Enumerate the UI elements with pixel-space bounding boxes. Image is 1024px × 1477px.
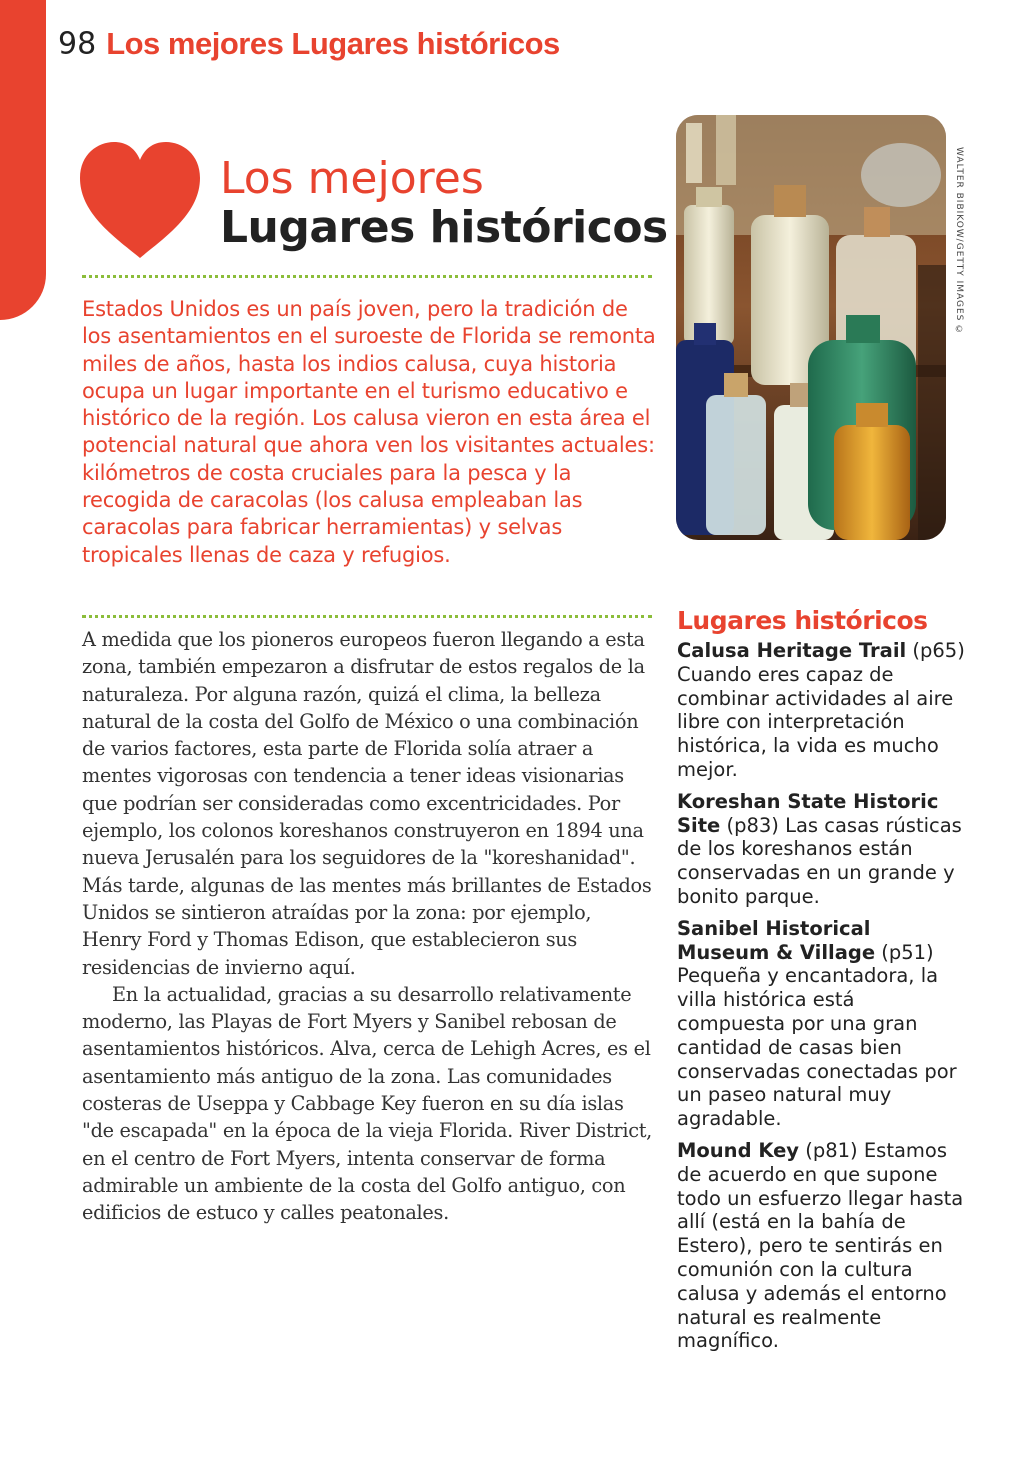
title-line-2: Lugares históricos (220, 202, 668, 253)
place-description: Pequeña y encantadora, la villa histórica está compuesta por una gran cantidad de casas bien conservadas conectadas por un paseo natural muy agradable. (677, 964, 957, 1131)
body-paragraph-1: A medida que los pioneros europeos fueron llegando a esta zona, también empezaron a disfrutar de estos regalos de la naturaleza. Por alguna razón, quizá el clima, la belleza natural de la costa del Golfo de México o una combinación de varios factores, esta parte de Florida solía atraer a mentes vigorosas con tendencia a tener ideas visionarias que podrían ser consideradas como excentricidades. Por ejemplo, los colonos koreshanos construyeron en 1894 una nueva Jerusalén para los seguidores de la "koreshanidad". Más tarde, algunas de las mentes más brillantes de Estados Unidos se sintieron atraídas por la zona: por ejemplo, Henry Ford y Thomas Edison, que establecieron sus residencias de invierno aquí. (82, 628, 652, 979)
place-name: Koreshan State Historic Site (677, 789, 939, 837)
place-page-ref: (p65) (912, 639, 965, 662)
running-head (58, 26, 560, 66)
place-page-ref: (p83) (726, 813, 779, 837)
place-description: Las casas rústicas de los koreshanos están conservadas en un grande y bonito parque. (677, 813, 962, 908)
place-name: Calusa Heritage Trail (677, 639, 907, 662)
divider-top (82, 275, 652, 278)
page-title (220, 155, 668, 253)
place-entry (677, 917, 967, 1131)
photo-illustration (676, 115, 946, 540)
place-entry (677, 1139, 967, 1353)
place-description: Cuando eres capaz de combinar actividades al aire libre con interpretación histórica, la vida es mucho mejor. (677, 662, 954, 781)
body-text (82, 626, 654, 1227)
title-line-1: Los mejores (220, 153, 484, 204)
photo-bottles (676, 115, 946, 540)
place-description: Estamos de acuerdo en que supone todo un esfuerzo llegar hasta allí (está en la bahía de Estero), pero te sentirás en comunión con la cultura calusa y además el entorno natural es realmente magnífico. (677, 1138, 964, 1353)
place-entry (677, 790, 967, 909)
divider-middle (82, 615, 652, 618)
running-title: Los mejores Lugares históricos (106, 26, 560, 61)
place-page-ref: (p51) (881, 940, 934, 964)
sidebar-historic-places (677, 606, 967, 1361)
chapter-tab (0, 0, 46, 320)
sidebar-title: Lugares históricos (677, 606, 928, 635)
place-page-ref: (p81) (805, 1138, 858, 1162)
page-number: 98 (58, 26, 97, 62)
body-paragraph-2: En la actualidad, gracias a su desarrollo relativamente moderno, las Playas de Fort Myers y Sanibel rebosan de asentamientos históricos. Alva, cerca de Lehigh Acres, es el asentamiento más antiguo de la zona. Las comunidades costeras de Useppa y Cabbage Key fueron en su día islas "de escapada" en la época de la vieja Florida. River District, en el centro de Fort Myers, intenta conservar de forma admirable un ambiente de la costa del Golfo antiguo, con edificios de estuco y calles peatonales. (82, 982, 652, 1225)
heart-icon (78, 140, 202, 260)
photo-credit: WALTER BIBIKOW/GETTY IMAGES © (954, 147, 964, 337)
place-entry (677, 639, 967, 782)
place-name: Sanibel Historical Museum & Village (677, 916, 876, 964)
intro-paragraph: Estados Unidos es un país joven, pero la tradición de los asentamientos en el suroeste de Florida se remonta miles de años, hasta los indios calusa, cuya historia ocupa un lugar importante en el turismo educativo e histórico de la región. Los calusa vieron en esta área el potencial natural que ahora ven los visitantes actuales: kilómetros de costa cruciales para la pesca y la recogida de caracolas (los calusa empleaban las caracolas para fabricar herramientas) y selvas tropicales llenas de caza y refugios. (82, 297, 656, 567)
place-name: Mound Key (677, 1138, 800, 1162)
